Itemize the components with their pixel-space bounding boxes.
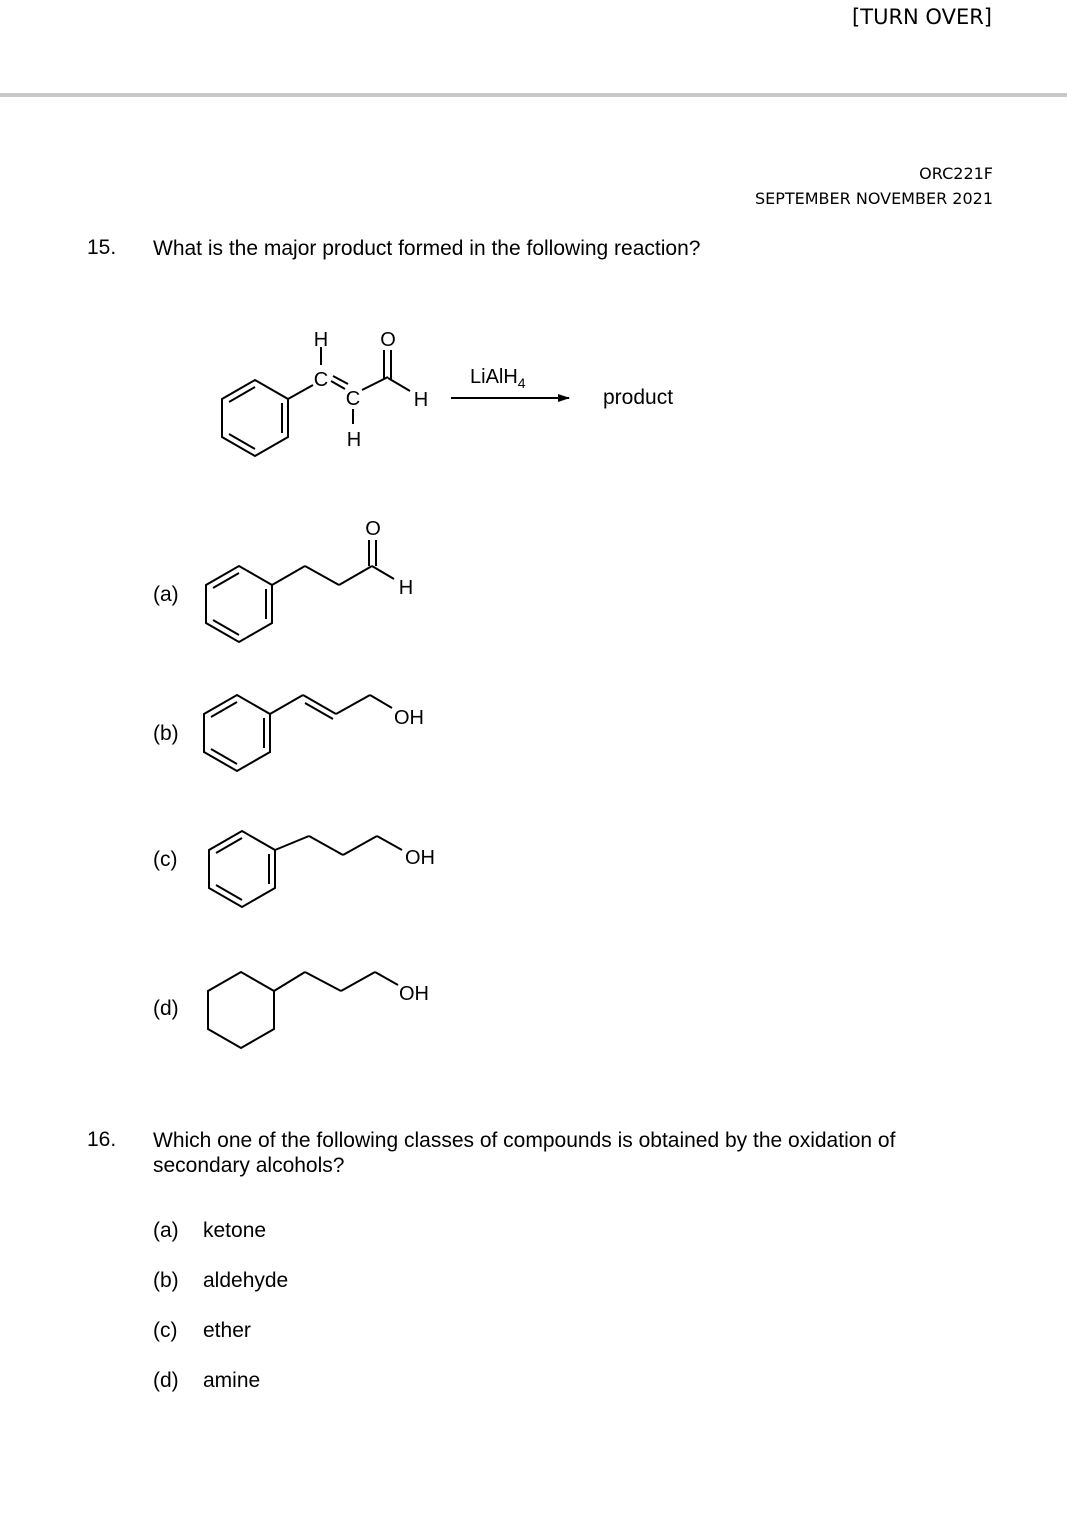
atom-label: O — [380, 329, 396, 351]
exam-date: SEPTEMBER NOVEMBER 2021 — [754, 189, 993, 208]
turn-over-notice: [TURN OVER] — [852, 5, 992, 29]
q16-option-d-text: amine — [203, 1369, 261, 1392]
option-a-structure — [206, 540, 394, 642]
q16-option-c-label: (c) — [153, 1319, 178, 1342]
atom-label: OH — [405, 847, 435, 869]
reagent-label: LiAlH$_4$ — [470, 366, 526, 391]
reactant-structure — [222, 347, 410, 456]
product-label: product — [603, 386, 674, 409]
q15-option-b-label: (b) — [153, 722, 179, 745]
atom-label: H — [398, 577, 414, 599]
benzene-ring — [204, 695, 270, 771]
q16-option-c-text: ether — [203, 1319, 251, 1342]
atom-label: O — [365, 518, 381, 540]
question-16-text-line-2: secondary alcohols? — [153, 1154, 345, 1177]
q16-option-b-label: (b) — [153, 1269, 179, 1292]
cyclohexane-ring — [208, 972, 274, 1048]
q15-option-a-label: (a) — [153, 583, 179, 606]
course-code: ORC221F — [919, 164, 993, 183]
q16-option-a-text: ketone — [203, 1219, 267, 1242]
benzene-ring — [222, 380, 288, 456]
atom-label: H — [313, 329, 329, 351]
benzene-ring — [209, 831, 275, 907]
atom-label: OH — [399, 983, 429, 1005]
q16-option-a-label: (a) — [153, 1219, 179, 1242]
atom-label: C — [313, 369, 329, 391]
reactant-atom-labels — [314, 329, 428, 451]
q16-option-b-text: aldehyde — [203, 1269, 289, 1292]
question-15-text: What is the major product formed in the following reaction? — [153, 237, 701, 260]
question-16-text-line-1: Which one of the following classes of compounds is obtained by the oxidation of — [153, 1129, 896, 1152]
question-15-number: 15. — [87, 236, 117, 259]
atom-label: H — [413, 389, 429, 411]
atom-label: C — [345, 388, 361, 410]
atom-label: OH — [394, 707, 424, 729]
question-16-number: 16. — [87, 1128, 117, 1151]
option-d-structure — [208, 972, 398, 1048]
option-b-structure — [204, 695, 392, 771]
atom-label: H — [346, 429, 362, 451]
q15-option-d-label: (d) — [153, 997, 179, 1020]
q16-option-d-label: (d) — [153, 1369, 179, 1392]
q15-option-c-label: (c) — [153, 848, 178, 871]
benzene-ring — [206, 566, 272, 642]
option-c-structure — [209, 831, 402, 907]
